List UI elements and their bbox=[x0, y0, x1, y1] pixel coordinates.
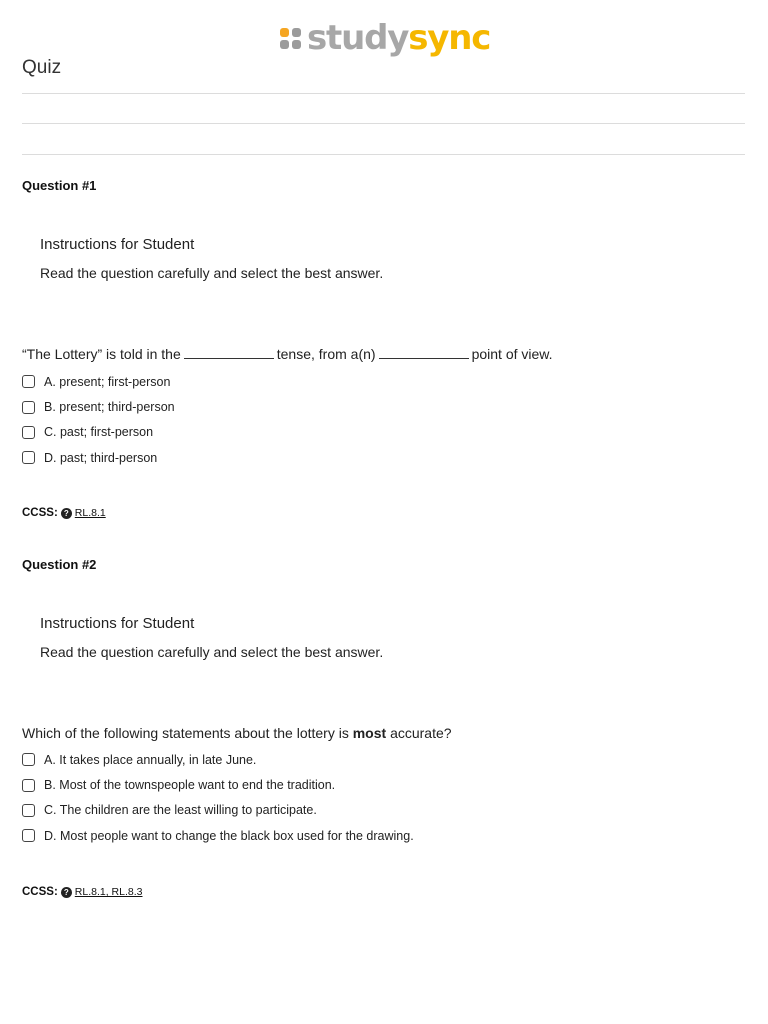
instructions-title: Instructions for Student bbox=[40, 236, 195, 253]
ccss-standards bbox=[22, 507, 106, 519]
question-heading: Question #2 bbox=[22, 557, 97, 572]
ccss-standard-link[interactable]: RL.8.1, RL.8.3 bbox=[74, 886, 143, 898]
divider bbox=[22, 123, 745, 124]
answer-options bbox=[22, 747, 414, 849]
stem-text: point of view. bbox=[471, 346, 553, 362]
answer-checkbox[interactable] bbox=[22, 779, 35, 792]
instructions-text: Read the question carefully and select the best answer. bbox=[40, 644, 384, 660]
instructions-text: Read the question carefully and select the best answer. bbox=[40, 265, 384, 281]
studysync-logo bbox=[280, 18, 490, 58]
answer-checkbox[interactable] bbox=[22, 753, 35, 766]
help-icon[interactable]: ? bbox=[61, 887, 72, 898]
answer-blank bbox=[379, 348, 469, 359]
option-label: D. past; third-person bbox=[44, 450, 158, 465]
stem-text: accurate? bbox=[386, 725, 452, 741]
answer-options bbox=[22, 369, 175, 471]
answer-option[interactable] bbox=[22, 747, 414, 772]
stem-text: tense, from a(n) bbox=[276, 346, 376, 362]
ccss-label: CCSS: bbox=[22, 507, 58, 519]
ccss-standard-link[interactable]: RL.8.1 bbox=[74, 507, 106, 519]
answer-option[interactable] bbox=[22, 772, 414, 797]
option-label: B. present; third-person bbox=[44, 400, 175, 415]
answer-checkbox[interactable] bbox=[22, 375, 35, 388]
answer-checkbox[interactable] bbox=[22, 829, 35, 842]
stem-text: “The Lottery” is told in the bbox=[22, 346, 181, 362]
divider bbox=[22, 154, 745, 155]
ccss-standards bbox=[22, 886, 143, 898]
stem-emphasis: most bbox=[352, 725, 387, 741]
logo-wordmark bbox=[307, 18, 490, 58]
answer-option[interactable] bbox=[22, 823, 414, 848]
question-stem bbox=[22, 346, 553, 362]
answer-checkbox[interactable] bbox=[22, 804, 35, 817]
logo-dots-icon bbox=[280, 28, 301, 49]
page-title: Quiz bbox=[22, 57, 62, 78]
answer-checkbox[interactable] bbox=[22, 451, 35, 464]
ccss-label: CCSS: bbox=[22, 886, 58, 898]
answer-checkbox[interactable] bbox=[22, 426, 35, 439]
logo-text-sync: sync bbox=[408, 18, 491, 58]
option-label: C. past; first-person bbox=[44, 425, 154, 440]
answer-blank bbox=[184, 348, 274, 359]
instructions-title: Instructions for Student bbox=[40, 615, 195, 632]
help-icon[interactable]: ? bbox=[61, 508, 72, 519]
option-label: D. Most people want to change the black box used for the drawing. bbox=[44, 828, 414, 843]
logo-text-study: study bbox=[307, 18, 409, 58]
question-stem bbox=[22, 725, 452, 741]
answer-option[interactable] bbox=[22, 394, 175, 419]
question-heading: Question #1 bbox=[22, 178, 97, 193]
divider bbox=[22, 93, 745, 94]
answer-option[interactable] bbox=[22, 369, 175, 394]
answer-option[interactable] bbox=[22, 798, 414, 823]
answer-option[interactable] bbox=[22, 420, 175, 445]
answer-option[interactable] bbox=[22, 445, 175, 470]
option-label: A. present; first-person bbox=[44, 374, 171, 389]
option-label: B. Most of the townspeople want to end the tradition. bbox=[44, 778, 336, 793]
stem-text: Which of the following statements about the lottery is bbox=[22, 725, 353, 741]
option-label: A. It takes place annually, in late June. bbox=[44, 752, 257, 767]
answer-checkbox[interactable] bbox=[22, 401, 35, 414]
option-label: C. The children are the least willing to participate. bbox=[44, 803, 317, 818]
